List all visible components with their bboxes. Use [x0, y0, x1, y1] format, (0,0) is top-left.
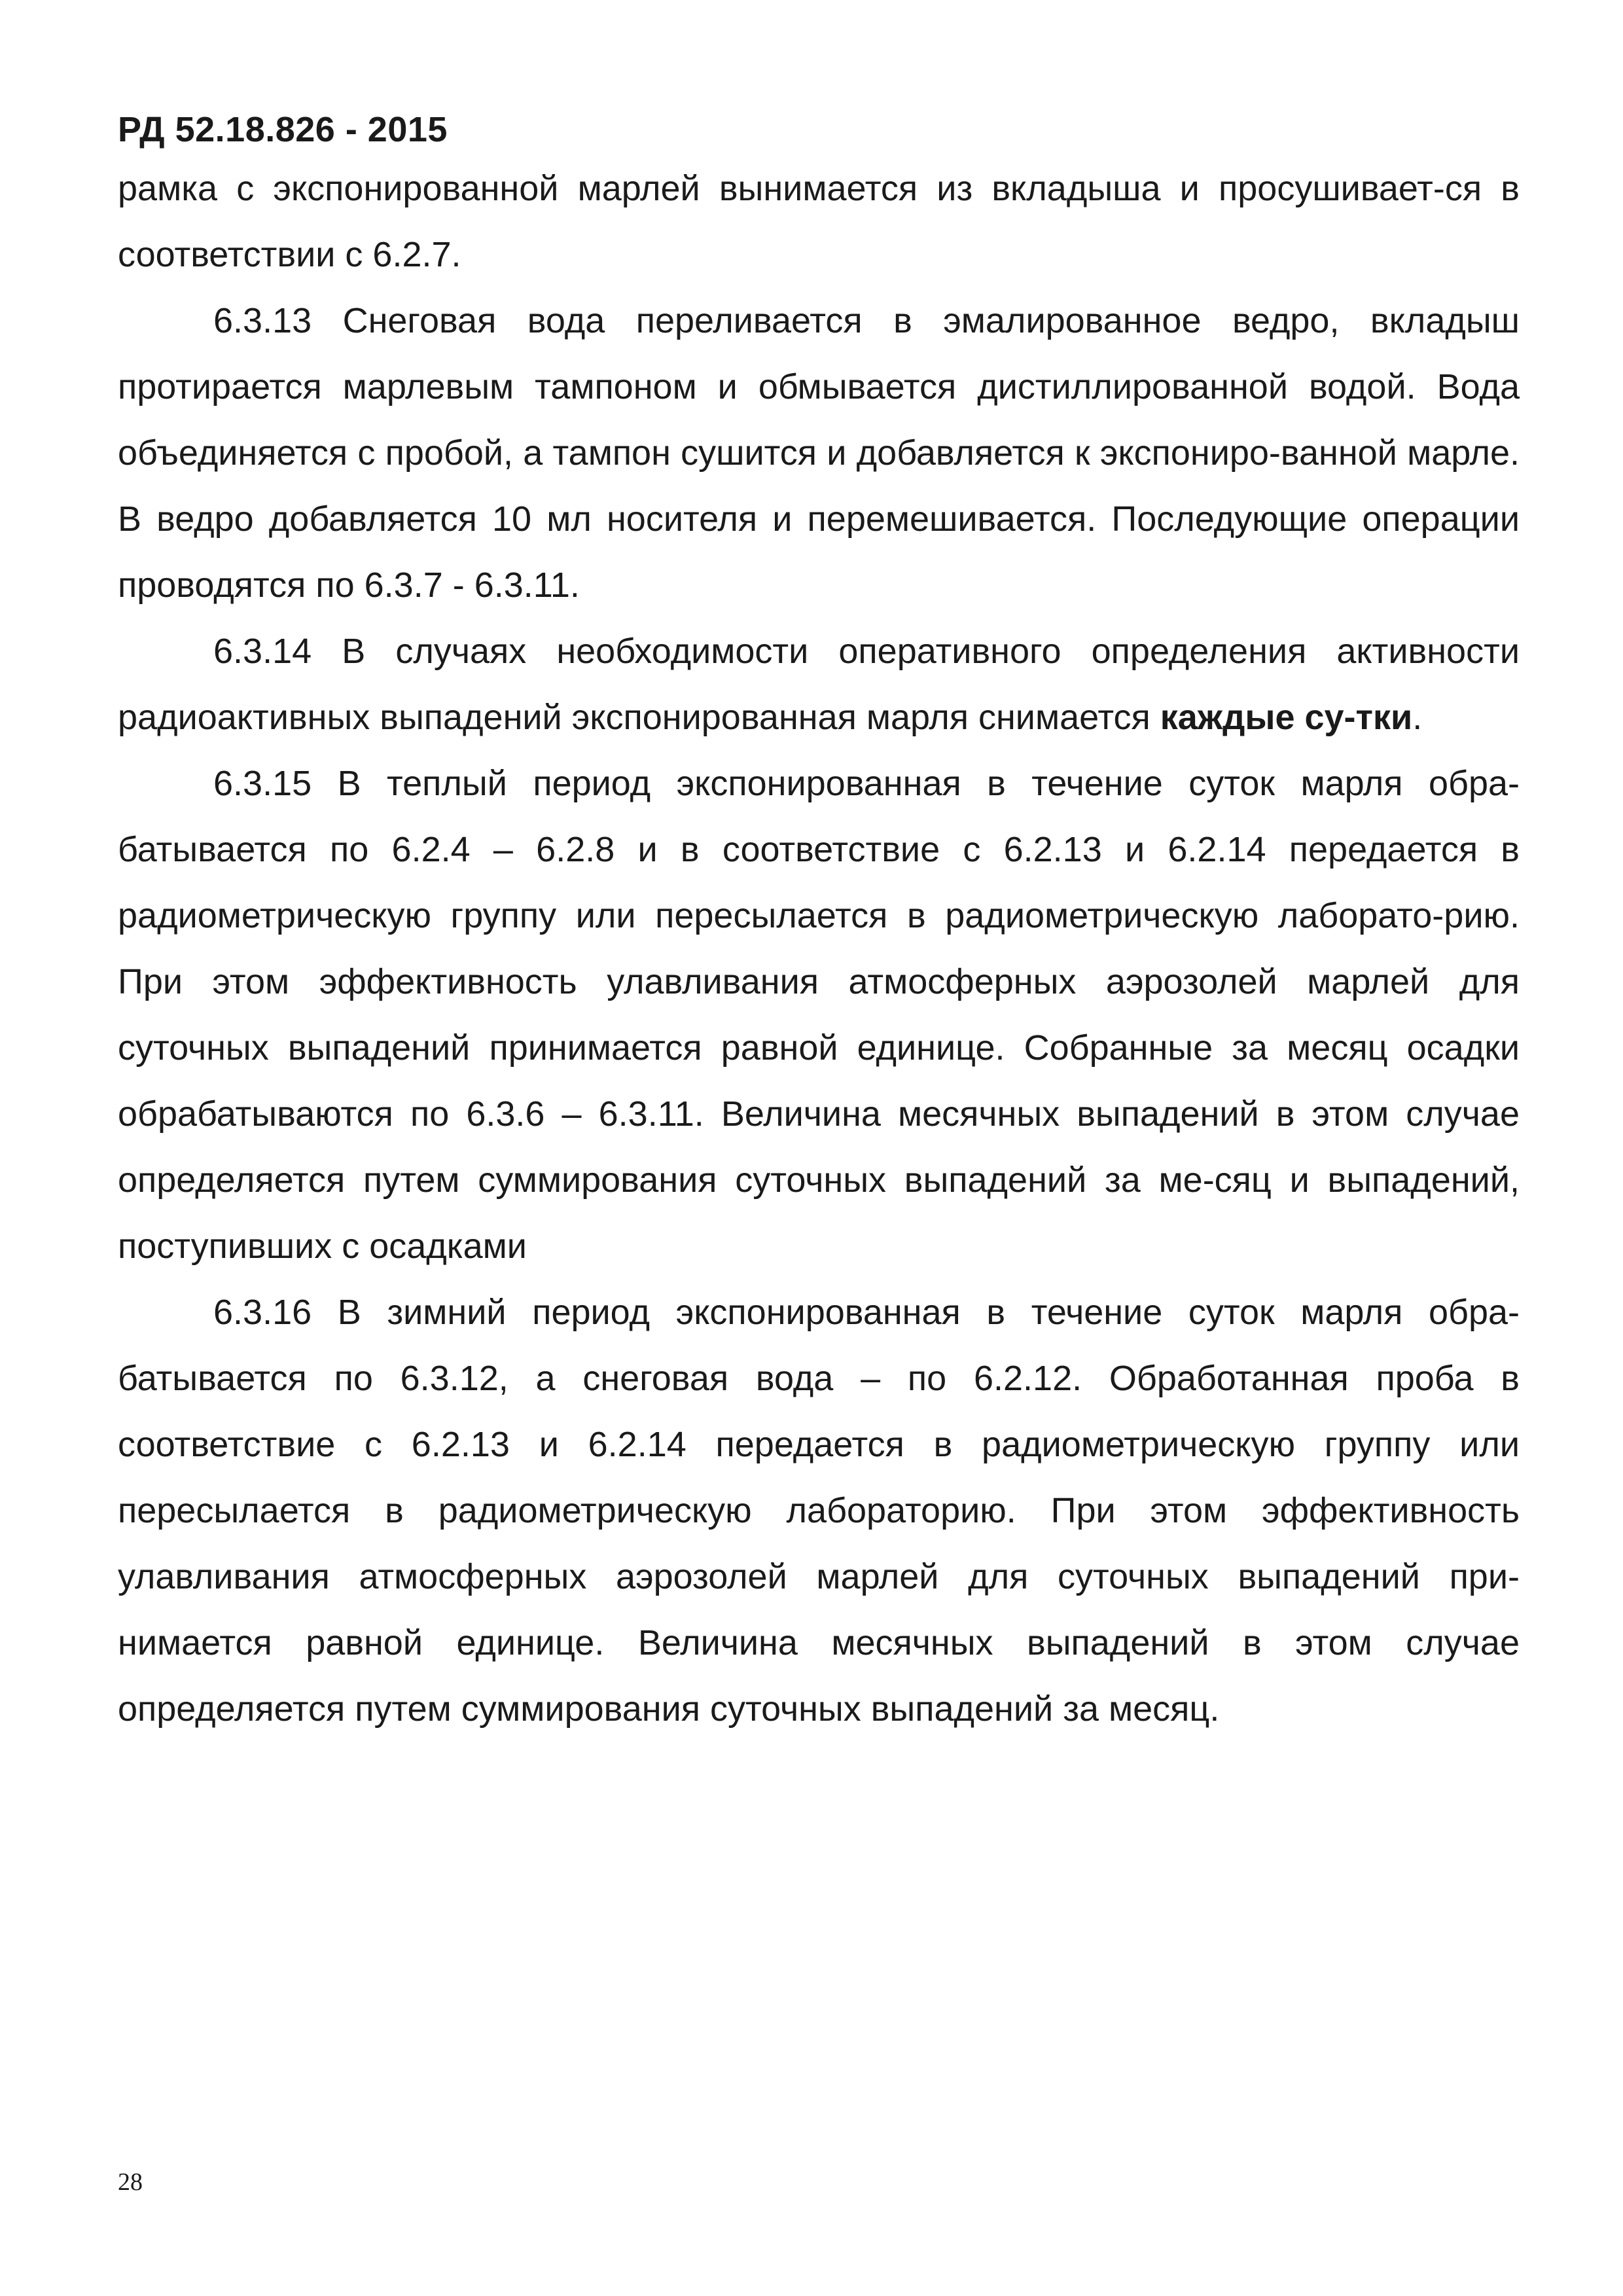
paragraph-6-3-14-end: . — [1412, 698, 1423, 737]
paragraph-6-3-14 — [118, 619, 1520, 751]
paragraph-continuation: рамка с экспонированной марлей вынимается из вкладыша и просушивает-ся в соответствии с 6.2.7. — [118, 169, 1520, 274]
paragraph-6-3-15: 6.3.15 В теплый период экспонированная в течение суток марля обра-батывается по 6.2.4 – 6.2.8 и в соответствие с 6.2.13 и 6.2.14 передается в радиометрическую группу или пересылается в радиометрическую лаборато-рию. При этом эффективность улавливания атмосферных аэрозолей марлей для суточных выпадений принимается равной единице. Собранные за месяц осадки обрабатываются по 6.3.6 – 6.3.11. Величина месячных выпадений в этом случае определяется путем суммирования суточных выпадений за ме-сяц и выпадений, поступивших с осадками — [118, 764, 1520, 1266]
page-number: 28 — [118, 2168, 143, 2196]
document-body — [118, 156, 1520, 1742]
document-header: РД 52.18.826 - 2015 — [118, 110, 448, 149]
paragraph-6-3-14-emphasis: каждые су-тки — [1160, 698, 1413, 737]
paragraph-6-3-14-text: 6.3.14 В случаях необходимости оперативного определения активности радиоактивных выпадений экспонированная марля снимается — [118, 632, 1520, 737]
paragraph-6-3-16: 6.3.16 В зимний период экспонированная в течение суток марля обра-батывается по 6.3.12, а снеговая вода – по 6.2.12. Обработанная проба в соответствие с 6.2.13 и 6.2.14 передается в радиометрическую группу или пересылается в радиометрическую лабораторию. При этом эффективность улавливания атмосферных аэрозолей марлей для суточных выпадений при-нимается равной единице. Величина месячных выпадений в этом случае определяется путем суммирования суточных выпадений за месяц. — [118, 1293, 1520, 1729]
paragraph-6-3-13: 6.3.13 Снеговая вода переливается в эмалированное ведро, вкладыш протирается марлевым тампоном и обмывается дистиллированной водой. Вода объединяется с пробой, а тампон сушится и добавляется к экспониро-ванной марле. В ведро добавляется 10 мл носителя и перемешивается. Последующие операции проводятся по 6.3.7 - 6.3.11. — [118, 301, 1520, 605]
